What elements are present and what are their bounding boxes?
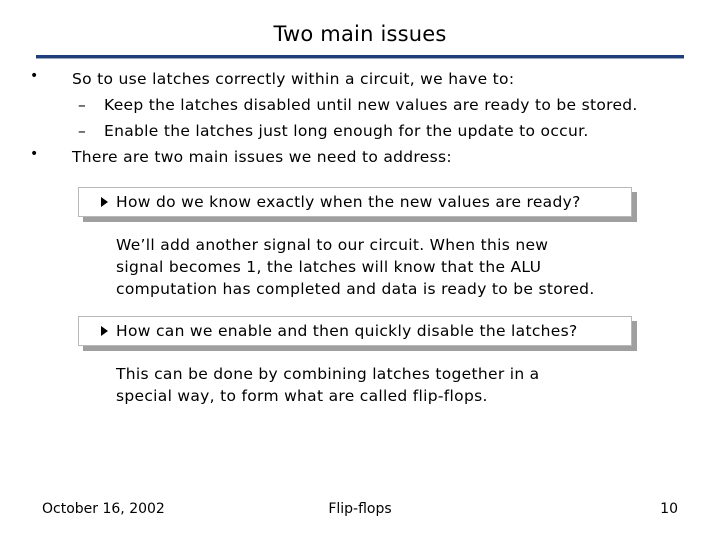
bullet-marker: • xyxy=(30,68,39,84)
triangle-bullet-icon xyxy=(101,326,108,336)
question-box-1 xyxy=(78,187,632,217)
answer-1 xyxy=(116,234,595,300)
answer-line: computation has completed and data is ready to be stored. xyxy=(116,280,595,298)
subbullet-text-2: Enable the latches just long enough for the update to occur. xyxy=(104,122,589,140)
dash-marker: – xyxy=(78,122,86,140)
dash-marker: – xyxy=(78,96,86,114)
question-box-2 xyxy=(78,316,632,346)
slide-title: Two main issues xyxy=(273,22,447,46)
triangle-bullet-icon xyxy=(101,197,108,207)
question-text-1: How do we know exactly when the new values are ready? xyxy=(116,193,581,211)
answer-line: signal becomes 1, the latches will know that the ALU xyxy=(116,258,542,276)
answer-2 xyxy=(116,363,539,407)
answer-line: special way, to form what are called flip-flops. xyxy=(116,387,488,405)
bullet-text-2: There are two main issues we need to address: xyxy=(72,148,452,166)
answer-line: This can be done by combining latches together in a xyxy=(116,365,540,383)
footer-topic: Flip-flops xyxy=(328,501,392,517)
footer-date: October 16, 2002 xyxy=(42,501,165,517)
title-rule xyxy=(36,55,684,59)
bullet-text-1: So to use latches correctly within a circuit, we have to: xyxy=(72,70,515,88)
footer-page-number: 10 xyxy=(660,501,678,517)
answer-line: We’ll add another signal to our circuit. When this new xyxy=(116,236,549,254)
bullet-marker: • xyxy=(30,146,39,162)
question-text-2: How can we enable and then quickly disable the latches? xyxy=(116,322,578,340)
subbullet-text-1: Keep the latches disabled until new values are ready to be stored. xyxy=(104,96,638,114)
